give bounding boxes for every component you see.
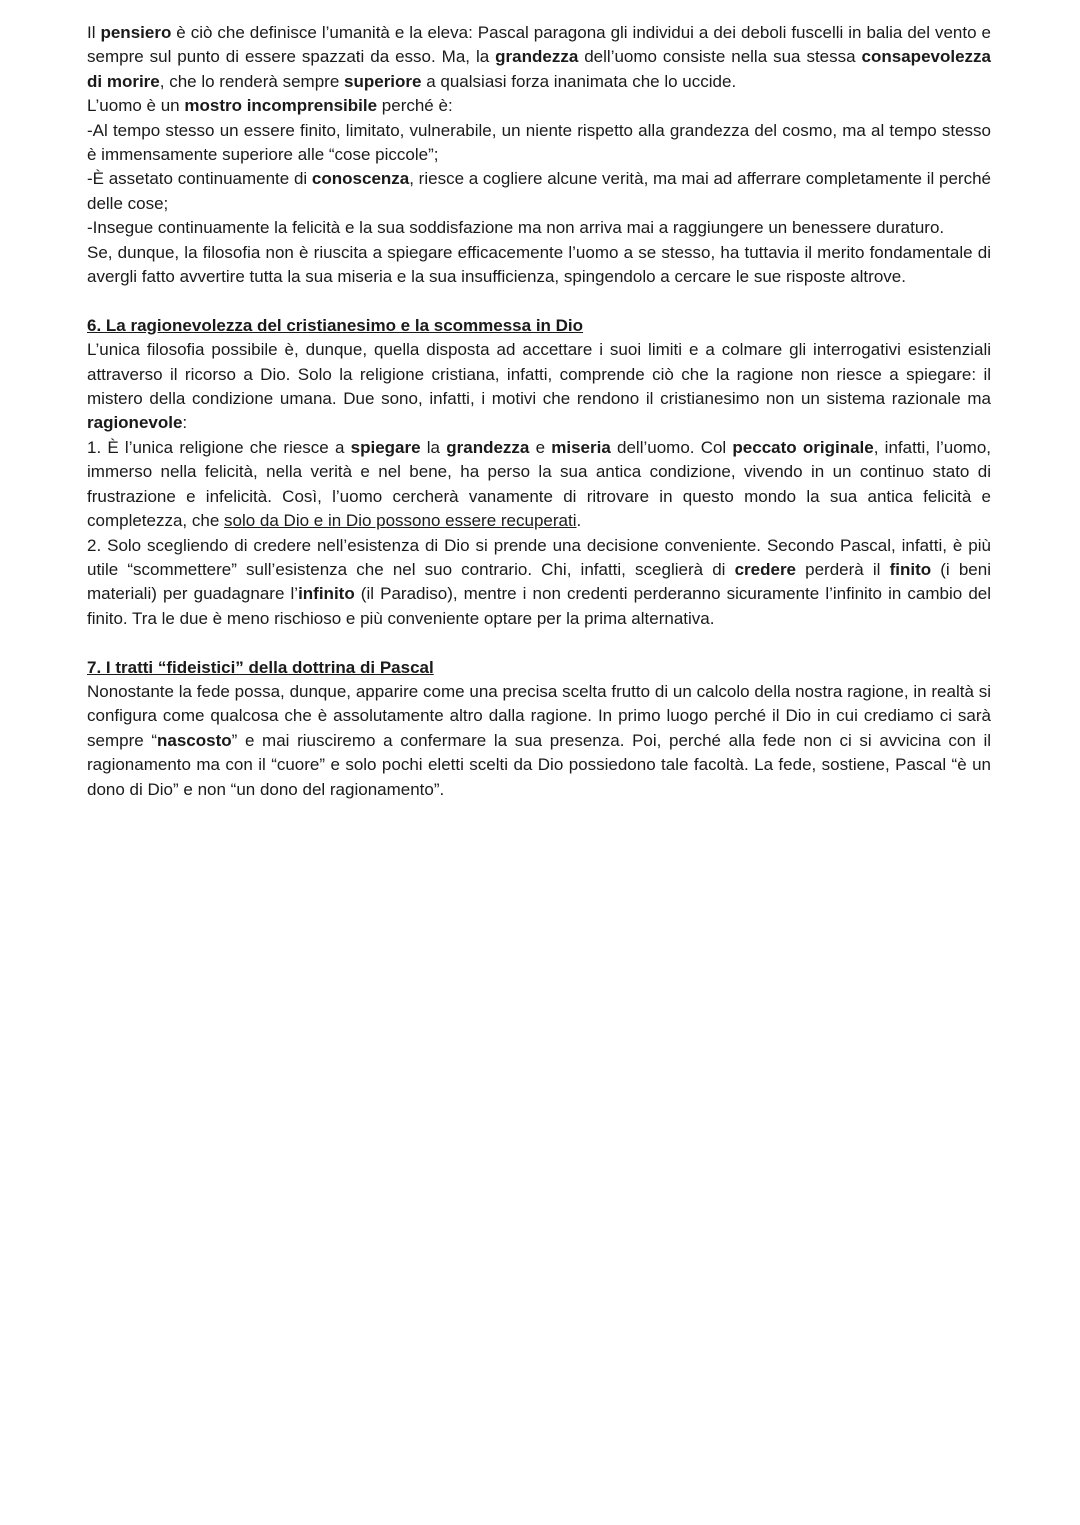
text-run: 2. Solo scegliendo di credere nell’esistenza di Dio si prende una decisione conveniente. Secondo Pascal, infatti, è più utile “scommettere” sull’esistenza che nel suo contrario. Chi, infatti, sceglierà di <box>87 535 991 579</box>
section-spacer <box>87 289 991 313</box>
text-run: , che lo renderà sempre <box>159 71 345 91</box>
text-run: . <box>576 511 582 531</box>
text-run: dell’uomo consiste nella sua stessa <box>578 47 862 67</box>
bold-term: nascosto <box>157 730 232 750</box>
text-run: (i beni materiali) per guadagnare l’ <box>87 559 991 604</box>
section-6-paragraph-intro <box>87 338 991 436</box>
text-run: L’uomo è un <box>87 96 185 116</box>
intro-list-item-happiness <box>87 216 991 240</box>
intro-paragraph-thought <box>87 21 991 94</box>
section-6-point-2 <box>87 534 991 632</box>
intro-list-item-knowledge <box>87 167 991 216</box>
text-run: Se, dunque, la filosofia non è riuscita a spiegare efficacemente l’uomo a se stesso, ha tuttavia il merito fondamentale di avergli fatto avvertire tutta la sua miseria e la sua insufficienza, spingendolo a cercare le sue risposte altrove. <box>87 242 991 287</box>
bold-term: superiore <box>344 71 422 91</box>
bold-term: grandezza <box>495 47 579 67</box>
text-run: : <box>182 413 188 433</box>
underlined-phrase: solo da Dio e in Dio possono essere recuperati <box>224 511 577 531</box>
bold-term: peccato originale <box>732 437 874 457</box>
bold-term: finito <box>889 559 932 579</box>
text-run: la <box>420 437 447 457</box>
text-run: (il Paradiso), mentre i non credenti perderanno sicuramente l’infinito in cambio del finito. Tra le due è meno rischioso e più conveniente optare per la prima alternativa. <box>87 584 992 628</box>
bold-term: pensiero <box>100 23 172 42</box>
bold-term: credere <box>734 559 797 579</box>
text-run: -Al tempo stesso un essere finito, limitato, vulnerabile, un niente rispetto alla grandezza del cosmo, ma al tempo stesso è immensamente superiore alle “cose piccole”; <box>87 120 991 165</box>
text-run: a qualsiasi forza inanimata che lo uccide. <box>421 71 737 91</box>
text-run: 1. È l’unica religione che riesce a <box>87 437 351 457</box>
section-7-paragraph <box>87 680 991 802</box>
text-run: ” e mai riusciremo a confermare la sua presenza. Poi, perché alla fede non ci si avvicina con il ragionamento ma con il “cuore” e solo pochi eletti scelti da Dio possiedono tale facoltà. La fede, sostiene, Pascal “è un dono di Dio” e non “un dono del ragionamento”. <box>87 730 991 799</box>
text-run: perderà il <box>796 559 890 579</box>
text-run: perché è: <box>377 96 453 116</box>
bold-term: miseria <box>551 437 611 457</box>
text-run: , infatti, l’uomo, immerso nella felicità, nella verità e nel bene, ha perso la sua antica condizione, vivendo in un continuo stato di frustrazione e infelicità. Così, l’uomo cercherà vanamente di ritrovare in questo mondo la sua antica felicità e completezza, che <box>87 437 992 531</box>
text-run: , riesce a cogliere alcune verità, ma mai ad afferrare completamente il perché delle cose; <box>87 169 991 213</box>
bold-term: conoscenza <box>311 169 410 189</box>
text-run: -È assetato continuamente di <box>87 169 312 189</box>
section-6-point-1 <box>87 436 991 534</box>
text-run: -Insegue continuamente la felicità e la sua soddisfazione ma non arriva mai a raggiungere un benessere duraturo. <box>87 218 945 238</box>
section-7-heading: 7. I tratti “fideistici” della dottrina di Pascal <box>87 657 434 677</box>
intro-paragraph-monster <box>87 94 991 118</box>
bold-term: infinito <box>298 584 355 604</box>
text-run: Il <box>87 23 101 42</box>
text-run: L’unica filosofia possibile è, dunque, quella disposta ad accettare i suoi limiti e a colmare gli interrogativi esistenziali attraverso il ricorso a Dio. Solo la religione cristiana, infatti, comprende ciò che la ragione non riesce a spiegare: il mistero della condizione umana. Due sono, infatti, i motivi che rendono il cristianesimo non un sistema razionale ma <box>87 340 991 409</box>
bold-term: grandezza <box>446 437 530 457</box>
text-run: e <box>529 437 552 457</box>
bold-term: mostro incomprensibile <box>184 96 378 116</box>
document-body <box>87 21 991 802</box>
bold-term: consapevolezza di morire <box>87 47 991 91</box>
bold-term: ragionevole <box>87 413 183 433</box>
text-run: Nonostante la fede possa, dunque, apparire come una precisa scelta frutto di un calcolo della nostra ragione, in realtà si configura come qualcosa che è assolutamente altro dalla ragione. In primo luogo perché il Dio in cui crediamo ci sarà sempre “ <box>87 681 991 750</box>
text-run: è ciò che definisce l’umanità e la eleva: Pascal paragona gli individui a dei deboli fuscelli in balia del vento e sempre sul punto di essere spazzati da esso. Ma, la <box>87 23 991 67</box>
intro-paragraph-philosophy <box>87 241 991 290</box>
intro-list-item-finite <box>87 119 991 168</box>
bold-term: spiegare <box>350 437 421 457</box>
section-6-heading: 6. La ragionevolezza del cristianesimo e la scommessa in Dio <box>87 315 584 335</box>
section-spacer <box>87 631 991 655</box>
text-run: dell’uomo. Col <box>610 437 733 457</box>
